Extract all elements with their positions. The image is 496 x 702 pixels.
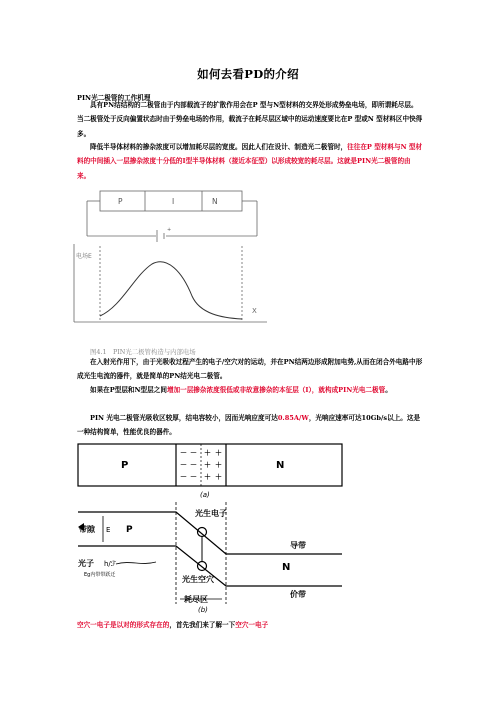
paragraph-pin-definition-text: 如果在P型层和N型层之间 — [90, 386, 167, 394]
photo-electron-label: 光生电子 — [195, 509, 227, 518]
paragraph-pn-junction: 具有PN结结构的二极管由于内部载流子的扩散作用会在P 型与N型材料的交界处形成势垒电场，即所谓耗尽层。当二极管处于反向偏置状态时由于势垒电场的作用，载流子在耗尽层区域中的运动速度要比在P 型或N 型材料区中快得多。 — [77, 101, 423, 138]
y-axis-label: 电场E — [76, 253, 92, 260]
region-n-label: N — [212, 197, 218, 206]
eg-label: E — [106, 526, 111, 534]
section-heading: PIN光二极管的工作机理 — [77, 94, 151, 102]
paragraph-responsivity — [77, 411, 423, 440]
closing-line-highlight-2: 空穴一电子 — [235, 621, 269, 629]
pin-structure-figure — [72, 186, 272, 346]
paragraph-pin-origin-highlight: 往往在P 型材料与N 型材料的中间插入一层掺杂浓度十分低的I型半导体材料（接近本征型）以形成较宽的耗尽层。这就是PIN光二极管的由来。 — [77, 143, 423, 180]
n-region-label-b: N — [282, 562, 291, 573]
electron-symbol — [198, 528, 207, 537]
minus-sign: － — [180, 473, 187, 481]
p-region-label: P — [121, 460, 129, 471]
photon-energy-label: h/ℱ — [104, 560, 117, 568]
minus-sign: － — [180, 461, 187, 469]
paragraph-pin-origin-text: 降低半导体材料的掺杂浓度可以增加耗尽层的宽度。因此人们在设计、制造光二极管时， — [90, 143, 348, 151]
photon-label: 光子 — [78, 559, 94, 568]
minus-sign: － — [180, 449, 187, 457]
band-gap-label: 带隙 — [79, 525, 95, 534]
paragraph-photodiode: 在入射光作用下，由于光吸收过程产生的电子/空穴对的运动，并在PN结两边形成附加电势,从而在闭合外电路中形成光生电流的器件，就是简单的PN结光电二极管。 — [77, 358, 423, 381]
minus-sign: － — [190, 473, 197, 481]
minus-sign: － — [190, 461, 197, 469]
paragraph-responsivity-end: ，光响应速率可达10Gb/s以上。这是一种结构简单，性能优良的器件。 — [77, 414, 421, 437]
subfigure-b-label: (b) — [198, 606, 208, 614]
hole-symbol — [198, 562, 207, 571]
paragraph-pin-definition — [77, 383, 423, 397]
minus-sign: － — [190, 449, 197, 457]
conduction-band-label: 导带 — [290, 541, 306, 550]
paragraph-pin-origin — [77, 140, 423, 183]
depletion-region-label: 耗尽区 — [184, 595, 208, 604]
valence-band-label: 价带 — [290, 590, 306, 599]
plus-sign: ＋ — [204, 461, 211, 469]
subfigure-a-label: (a) — [200, 491, 210, 499]
band-diagram-figure — [76, 442, 346, 614]
plus-sign: ＋ — [215, 461, 222, 469]
closing-line-text: ，首先我们来了解一下 — [169, 621, 236, 629]
paragraph-pin-definition-highlight: 增加一层掺杂浓度很低或非故意掺杂的本征层（I），就构成PIN光电二极管 — [166, 386, 386, 394]
eg-hint-label: Eg内带带跃迁 — [84, 572, 116, 578]
responsivity-value: 0.85A/W — [277, 414, 309, 422]
field-curve — [100, 262, 242, 319]
paragraph-responsivity-text: PIN 光电二极管光吸收区较厚，结电容较小，因而光响应度可达 — [90, 414, 278, 422]
region-p-label: P — [118, 197, 123, 206]
paragraph-pin-definition-end: 。 — [385, 386, 392, 394]
region-i-label: I — [172, 197, 175, 206]
figure-caption: 图4.1 PIN光二极管构造与内部电场 — [90, 348, 196, 356]
photon-wave — [116, 562, 156, 564]
plus-sign: ＋ — [215, 473, 222, 481]
x-axis-label: X — [252, 307, 257, 315]
plus-sign: ＋ — [204, 449, 211, 457]
photo-hole-label: 光生空穴 — [182, 575, 214, 584]
closing-line-highlight: 空穴一电子是以对的形式存在的 — [77, 621, 170, 629]
n-region-label: N — [276, 460, 285, 471]
plus-sign: ＋ — [204, 473, 211, 481]
p-region-label-b: P — [126, 525, 133, 535]
plus-sign: ＋ — [215, 449, 222, 457]
battery-plus-sign: + — [167, 227, 172, 233]
closing-line — [77, 619, 268, 629]
page-title: 如何去看PD的介绍 — [197, 67, 299, 81]
